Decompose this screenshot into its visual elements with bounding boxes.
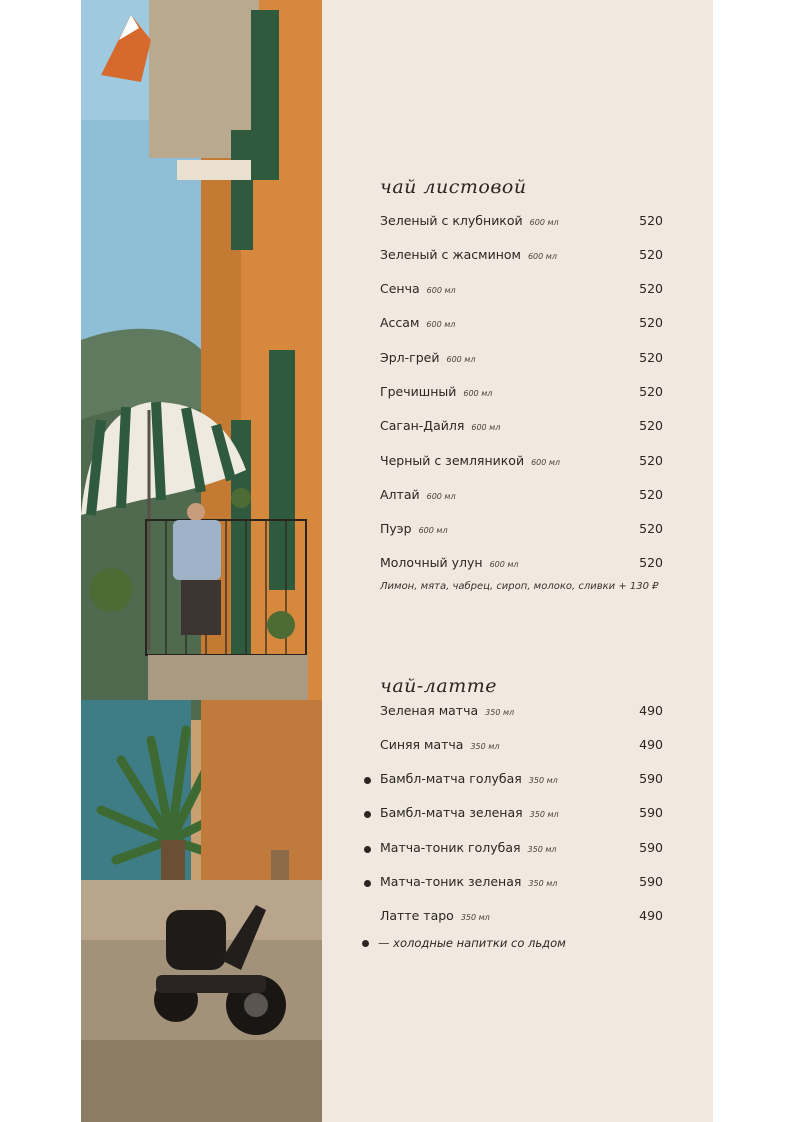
cold-drink-dot-icon	[364, 846, 371, 853]
item-name: Черный с земляникой	[380, 453, 525, 468]
item-volume: 600 мл	[531, 458, 561, 467]
item-price: 490	[639, 908, 663, 923]
menu-item	[380, 840, 663, 860]
menu-item	[380, 418, 663, 438]
item-price: 590	[639, 805, 663, 820]
item-volume: 600 мл	[418, 526, 448, 535]
menu-item	[380, 555, 663, 575]
item-name: Гречишный	[380, 384, 457, 399]
item-volume: 350 мл	[460, 913, 490, 922]
menu-item	[380, 281, 663, 301]
item-volume: 600 мл	[426, 492, 456, 501]
item-volume: 350 мл	[527, 845, 557, 854]
menu-item	[380, 805, 663, 825]
item-price: 520	[639, 213, 663, 228]
item-name: Зеленый с клубникой	[380, 213, 523, 228]
item-volume: 350 мл	[470, 742, 500, 751]
section-title-leaf-tea: чай листовой	[380, 176, 527, 198]
item-volume: 350 мл	[528, 776, 558, 785]
cold-drink-dot-icon	[362, 940, 369, 947]
item-price: 520	[639, 247, 663, 262]
item-price: 520	[639, 350, 663, 365]
menu-item	[380, 521, 663, 541]
cold-drink-dot-icon	[364, 811, 371, 818]
item-name: Матча-тоник голубая	[380, 840, 521, 855]
item-price: 590	[639, 874, 663, 889]
item-volume: 600 мл	[489, 560, 519, 569]
menu-panel	[322, 0, 713, 1122]
menu-photo	[81, 0, 322, 1122]
menu-item	[380, 737, 663, 757]
item-name: Ассам	[380, 315, 420, 330]
item-volume: 600 мл	[426, 320, 456, 329]
item-price: 520	[639, 555, 663, 570]
item-price: 490	[639, 737, 663, 752]
item-price: 520	[639, 521, 663, 536]
menu-item	[380, 384, 663, 404]
menu-item	[380, 315, 663, 335]
menu-item	[380, 213, 663, 233]
item-name: Молочный улун	[380, 555, 483, 570]
item-price: 590	[639, 840, 663, 855]
menu-item	[380, 874, 663, 894]
item-volume: 600 мл	[529, 218, 559, 227]
menu-item	[380, 908, 663, 928]
item-volume: 600 мл	[426, 286, 456, 295]
item-volume: 350 мл	[528, 879, 558, 888]
item-price: 520	[639, 418, 663, 433]
item-name: Латте таро	[380, 908, 454, 923]
item-volume: 600 мл	[463, 389, 493, 398]
item-price: 520	[639, 487, 663, 502]
item-price: 520	[639, 281, 663, 296]
item-name: Эрл-грей	[380, 350, 440, 365]
item-volume: 600 мл	[527, 252, 557, 261]
section-title-tea-latte: чай-латте	[380, 675, 498, 697]
item-name: Саган-Дайля	[380, 418, 465, 433]
item-name: Бамбл-матча зеленая	[380, 805, 523, 820]
item-name: Зеленый с жасмином	[380, 247, 521, 262]
item-price: 590	[639, 771, 663, 786]
item-volume: 600 мл	[446, 355, 476, 364]
item-name: Синяя матча	[380, 737, 464, 752]
item-name: Зеленая матча	[380, 703, 479, 718]
item-volume: 600 мл	[471, 423, 501, 432]
item-price: 520	[639, 453, 663, 468]
item-name: Сенча	[380, 281, 420, 296]
menu-item	[380, 771, 663, 791]
cold-drink-dot-icon	[364, 880, 371, 887]
cold-drink-dot-icon	[364, 777, 371, 784]
menu-item	[380, 350, 663, 370]
item-volume: 350 мл	[485, 708, 515, 717]
cold-drinks-legend	[362, 936, 566, 950]
additives-note: Лимон, мята, чабрец, сироп, молоко, сливки + 130 ₽	[380, 581, 659, 592]
item-price: 490	[639, 703, 663, 718]
item-price: 520	[639, 315, 663, 330]
item-name: Алтай	[380, 487, 420, 502]
menu-item	[380, 703, 663, 723]
menu-item	[380, 453, 663, 473]
item-name: Матча-тоник зеленая	[380, 874, 522, 889]
menu-item	[380, 247, 663, 267]
item-name: Бамбл-матча голубая	[380, 771, 522, 786]
item-price: 520	[639, 384, 663, 399]
legend-text: — холодные напитки со льдом	[378, 936, 566, 950]
menu-item	[380, 487, 663, 507]
item-volume: 350 мл	[529, 810, 559, 819]
item-name: Пуэр	[380, 521, 412, 536]
